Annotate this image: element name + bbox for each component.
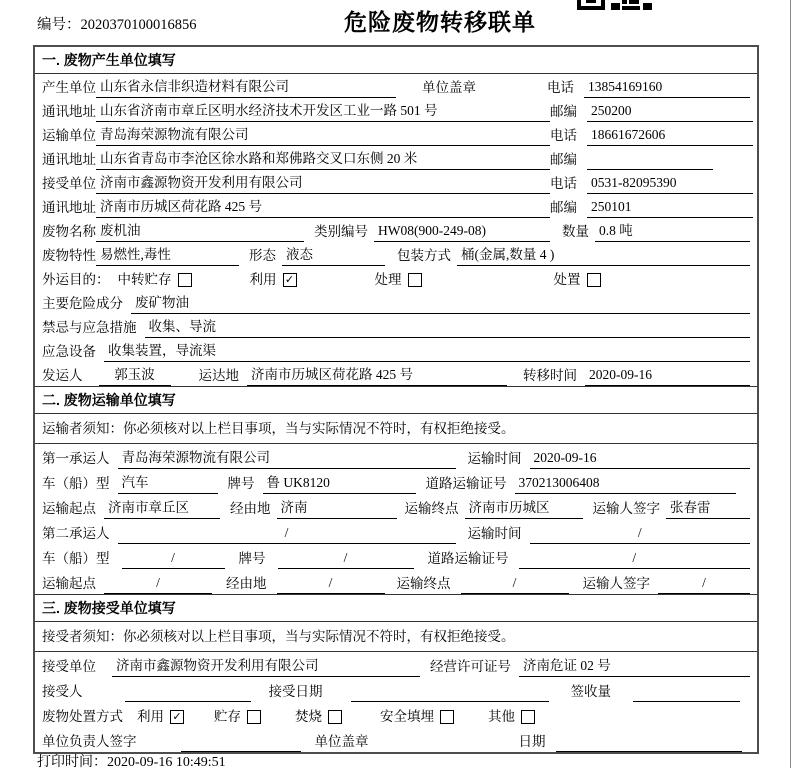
hazard-value: 废矿物油 <box>131 293 750 314</box>
plate-label: 牌号 <box>238 551 266 566</box>
zip-label: 邮编 <box>550 152 577 167</box>
disposal-option-storage: 贮存 <box>214 707 261 727</box>
date-label: 日期 <box>518 734 546 749</box>
row-transporter-address <box>35 146 757 170</box>
transporter-label: 运输单位 <box>42 128 96 143</box>
section-receiver <box>35 594 757 752</box>
checkbox-disposal-landfill <box>440 710 454 724</box>
end-label: 运输终点 <box>396 576 451 591</box>
receiver-label: 接受单位 <box>42 176 96 191</box>
doc-number-label: 编号： <box>37 17 81 33</box>
section-transporter <box>35 386 757 594</box>
address-label: 通讯地址 <box>42 152 96 167</box>
row-equipment <box>35 338 757 362</box>
origin2-value: / <box>104 573 212 594</box>
checkbox-disposal-storage <box>247 710 261 724</box>
row-route2 <box>35 569 757 594</box>
via-label: 经由地 <box>230 501 271 516</box>
row-producer <box>35 74 757 98</box>
checkbox-utilize: ✓ <box>283 273 297 287</box>
zip-label: 邮编 <box>550 104 577 119</box>
checkbox-disposal-other <box>521 710 535 724</box>
transporter-address-value: 山东省青岛市李沧区徐水路和郑佛路交叉口东侧 20 米 <box>96 149 550 170</box>
row-receiver <box>35 170 757 194</box>
transfer-time-value: 2020-09-16 <box>585 365 750 386</box>
equipment-value: 收集装置，导流渠 <box>104 341 750 362</box>
form-table <box>33 45 759 754</box>
row-receiver-address <box>35 194 757 218</box>
receiver-address-value: 济南市历城区荷花路 425 号 <box>96 197 550 218</box>
disposal-option-utilize: 利用 ✓ <box>137 707 184 727</box>
print-time-value: 2020-09-16 10:49:51 <box>107 755 226 768</box>
section-producer <box>35 47 757 386</box>
road-cert2-value: / <box>519 548 751 569</box>
purpose-option-utilize: 利用 ✓ <box>250 270 297 290</box>
character-label: 废物特性 <box>42 248 96 263</box>
section3-title: 三. 废物接受单位填写 <box>35 595 757 622</box>
via2-value: / <box>277 573 385 594</box>
plate1-value: 鲁 UK8120 <box>263 473 416 494</box>
road-cert-label: 道路运输证号 <box>427 551 509 566</box>
plate2-value: / <box>278 548 414 569</box>
recipient-label: 接受人 <box>42 684 83 699</box>
origin1-value: 济南市章丘区 <box>104 498 220 519</box>
shipper-value: 郭玉波 <box>99 365 171 386</box>
receiver-zip-value: 250101 <box>587 197 753 218</box>
disposal-option-other: 其他 <box>488 707 535 727</box>
row-vehicle1 <box>35 469 757 494</box>
checkbox-dispose <box>587 273 601 287</box>
end-label: 运输终点 <box>404 501 459 516</box>
row-waste-character <box>35 242 757 266</box>
transporter-zip-value <box>587 169 713 170</box>
plate-label: 牌号 <box>227 476 255 491</box>
equipment-label: 应急设备 <box>42 344 96 359</box>
head-sign-label: 单位负责人签字 <box>42 734 137 749</box>
waste-name-label: 废物名称 <box>42 224 96 239</box>
transport-time-label: 运输时间 <box>467 451 522 466</box>
sign-label: 运输人签字 <box>582 576 650 591</box>
row-taboo <box>35 314 757 338</box>
packing-label: 包装方式 <box>397 248 451 263</box>
vehicle-label: 车（船）型 <box>42 476 110 491</box>
row-purpose <box>35 266 757 290</box>
end2-value: / <box>461 573 569 594</box>
signed-qty-label: 签收量 <box>570 684 611 699</box>
license-value: 济南危证 02 号 <box>519 656 750 677</box>
row-head-sign <box>35 727 757 752</box>
purpose-label: 外运目的： <box>42 272 110 287</box>
row-shipper <box>35 362 757 386</box>
unit-seal-label: 单位盖章 <box>314 734 369 749</box>
disposal-label: 废物处置方式 <box>42 709 123 724</box>
row-carrier2 <box>35 519 757 544</box>
print-time-label: 打印时间： <box>37 755 107 768</box>
waste-name-value: 废机油 <box>96 221 304 242</box>
disposal-option-incinerate: 焚烧 <box>295 707 342 727</box>
road-cert-label: 道路运输证号 <box>425 476 507 491</box>
form-value: 液态 <box>282 245 385 266</box>
print-time <box>37 751 226 768</box>
page-title: 危险废物转移联单 <box>344 9 536 35</box>
character-value: 易燃性,毒性 <box>96 245 239 266</box>
row-waste-name <box>35 218 757 242</box>
phone-label: 电话 <box>547 80 574 95</box>
qr-code-fragment <box>577 0 653 10</box>
via-label: 经由地 <box>226 576 267 591</box>
producer-zip-value: 250200 <box>587 101 753 122</box>
checkbox-treat <box>408 273 422 287</box>
phone-label: 电话 <box>550 128 577 143</box>
form-label: 形态 <box>249 248 276 263</box>
row-recipient <box>35 677 757 702</box>
sign1-value: 张春雷 <box>666 498 750 519</box>
category-value: HW08(900-249-08) <box>374 221 550 242</box>
taboo-label: 禁忌与应急措施 <box>42 320 137 335</box>
row-route1 <box>35 494 757 519</box>
transporter-notice: 运输者须知：你必须核对以上栏目事项，当与实际情况不符时，有权拒绝接受。 <box>35 414 757 444</box>
receiver-phone-value: 0531-82095390 <box>587 173 753 194</box>
section2-title: 二. 废物运输单位填写 <box>35 387 757 414</box>
end1-value: 济南市历城区 <box>465 498 583 519</box>
checkbox-transfer-storage <box>178 273 192 287</box>
row-hazard <box>35 290 757 314</box>
producer-phone-value: 13854169160 <box>584 77 750 98</box>
receiver-notice: 接受者须知：你必须核对以上栏目事项，当与实际情况不符时，有权拒绝接受。 <box>35 622 757 652</box>
taboo-value: 收集、导流 <box>145 317 751 338</box>
checkbox-disposal-utilize: ✓ <box>170 710 184 724</box>
seal-label: 单位盖章 <box>422 80 476 95</box>
row-vehicle2 <box>35 544 757 569</box>
producer-address-value: 山东省济南市章丘区明水经济技术开发区工业一路 501 号 <box>96 101 550 122</box>
packing-value: 桶(金属,数量 4 ) <box>457 245 750 266</box>
address-label: 通讯地址 <box>42 104 96 119</box>
transfer-time-label: 转移时间 <box>523 368 577 383</box>
section1-title: 一. 废物产生单位填写 <box>35 47 757 74</box>
accept-date-value <box>351 701 549 702</box>
address-label: 通讯地址 <box>42 200 96 215</box>
vehicle1-value: 汽车 <box>118 473 218 494</box>
checkbox-disposal-incinerate <box>328 710 342 724</box>
via1-value: 济南 <box>277 498 397 519</box>
doc-number-value: 2020370100016856 <box>80 17 197 33</box>
carrier1-value: 青岛海荣源物流有限公司 <box>118 448 456 469</box>
date-value <box>556 751 743 752</box>
purpose-option-dispose: 处置 <box>554 270 601 290</box>
receiver-value: 济南市鑫源物资开发利用有限公司 <box>96 173 550 194</box>
accept-unit-label: 接受单位 <box>42 659 96 674</box>
producer-value: 山东省永信非织造材料有限公司 <box>96 77 396 98</box>
transporter-phone-value: 18661672606 <box>587 125 753 146</box>
purpose-option-treat: 处理 <box>375 270 422 290</box>
disposal-option-landfill: 安全填埋 <box>380 707 454 727</box>
row-transporter <box>35 122 757 146</box>
transporter-value: 青岛海荣源物流有限公司 <box>96 125 550 146</box>
accept-unit-value: 济南市鑫源物资开发利用有限公司 <box>112 656 420 677</box>
recipient-value <box>125 701 251 702</box>
carrier2-label: 第二承运人 <box>42 526 110 541</box>
vehicle-label: 车（船）型 <box>42 551 110 566</box>
shipper-label: 发运人 <box>42 368 83 383</box>
category-label: 类别编号 <box>314 224 368 239</box>
dest-label: 运达地 <box>198 368 239 383</box>
carrier1-label: 第一承运人 <box>42 451 110 466</box>
dest-value: 济南市历城区荷花路 425 号 <box>247 365 507 386</box>
row-carrier1 <box>35 444 757 469</box>
origin-label: 运输起点 <box>42 501 96 516</box>
origin-label: 运输起点 <box>42 576 96 591</box>
producer-label: 产生单位 <box>42 80 96 95</box>
qty-value: 0.8 吨 <box>595 221 750 242</box>
phone-label: 电话 <box>550 176 577 191</box>
road-cert1-value: 370213006408 <box>515 473 737 494</box>
carrier2-value: / <box>118 523 456 544</box>
qty-label: 数量 <box>562 224 589 239</box>
purpose-option-transfer-storage: 中转贮存 <box>118 270 192 290</box>
row-disposal <box>35 702 757 727</box>
transport-time2-value: / <box>530 523 751 544</box>
row-accept-unit <box>35 652 757 677</box>
sign-label: 运输人签字 <box>592 501 660 516</box>
transport-time-label: 运输时间 <box>467 526 522 541</box>
scan-page-edge <box>790 0 791 768</box>
signed-qty-value <box>633 701 740 702</box>
accept-date-label: 接受日期 <box>268 684 323 699</box>
sign2-value: / <box>658 573 750 594</box>
zip-label: 邮编 <box>550 200 577 215</box>
transport-time1-value: 2020-09-16 <box>530 448 751 469</box>
hazard-label: 主要危险成分 <box>42 296 123 311</box>
vehicle2-value: / <box>122 548 225 569</box>
license-label: 经营许可证号 <box>430 659 511 674</box>
row-producer-address <box>35 98 757 122</box>
